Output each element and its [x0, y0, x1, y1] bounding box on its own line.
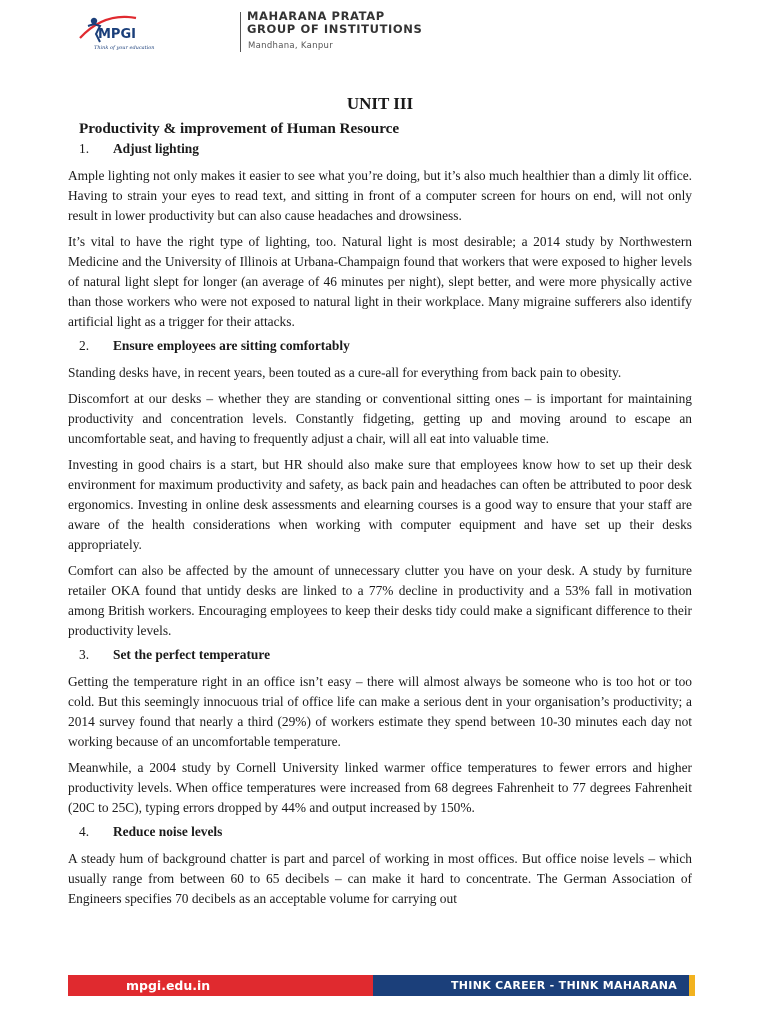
- item-number: 1.: [79, 141, 90, 156]
- logo-text: MPGI: [98, 27, 136, 42]
- institution-name-line2: GROUP OF INSTITUTIONS: [247, 22, 423, 36]
- item-heading-text: Ensure employees are sitting comfortably: [113, 338, 350, 353]
- item-heading-text: Set the perfect temperature: [113, 647, 271, 662]
- institution-name-line1: MAHARANA PRATAP: [247, 9, 385, 23]
- institution-location: Mandhana, Kanpur: [248, 41, 334, 51]
- item-sitting-comfortably: [68, 338, 692, 641]
- item-number: 3.: [79, 647, 90, 662]
- item-heading: [79, 647, 692, 663]
- page-footer: [68, 975, 695, 996]
- item-heading: [79, 141, 692, 157]
- item-reduce-noise: [68, 824, 692, 909]
- paragraph: Ample lighting not only makes it easier to see what you’re doing, but it’s also much healthier than a dimly lit office. Having to strain your eyes to read text, and sitting in front of a computer screen for hours on end, will not only result in lower productivity but can also cause headaches and drowsiness.: [68, 168, 692, 223]
- document-body: [68, 94, 692, 915]
- footer-slogan: THINK CAREER - THINK MAHARANA: [373, 975, 689, 996]
- paragraph: Discomfort at our desks – whether they are standing or conventional sitting ones – is important for maintaining productivity and concentration levels. Constantly fidgeting, getting up and moving around to escape an uncomfortable seat, and having to frequently adjust a chair, will all eat into valuable time.: [68, 391, 692, 446]
- item-number: 2.: [79, 338, 90, 353]
- item-heading: [79, 338, 692, 354]
- item-heading-text: Adjust lighting: [113, 141, 199, 156]
- unit-title: UNIT III: [346, 94, 414, 113]
- paragraph: It’s vital to have the right type of lighting, too. Natural light is most desirable; a 2014 study by Northwestern Medicine and the University of Illinois at Urbana-Champaign found that workers that were exposed to higher levels of natural light slept for longer (an average of 46 minutes per night), slept better, and were more physically active than those workers who were not exposed to natural light in their workplace. Many migraine sufferers also identify artificial light as a trigger for their attacks.: [68, 234, 692, 329]
- item-perfect-temperature: [68, 647, 692, 818]
- footer-stripe: [689, 975, 695, 996]
- paragraph: Investing in good chairs is a start, but HR should also make sure that employees know how to set up their desk environment for maximum productivity and safety, as back pain and headaches can often be attributed to poor desk ergonomics. Investing in online desk assessments and elearning courses is a good way to ensure that your staff are aware of the health considerations when working with computer equipment and have set up their desks appropriately.: [68, 457, 692, 552]
- section-title: Productivity & improvement of Human Resource: [79, 120, 400, 137]
- paragraph: A steady hum of background chatter is part and parcel of working in most offices. But office noise levels – which usually range from between 60 to 65 decibels – can make it hard to concentrate. The German Association of Engineers specifies 70 decibels as an acceptable volume for carrying out: [68, 851, 692, 906]
- paragraph: Meanwhile, a 2004 study by Cornell University linked warmer office temperatures to fewer errors and higher productivity levels. When office temperatures were increased from 68 degrees Fahrenheit to 77 degrees Fahrenheit (20C to 25C), typing errors dropped by 44% and output increased by 150%.: [68, 760, 692, 815]
- mpgi-logo: [74, 8, 166, 52]
- item-heading: [79, 824, 692, 840]
- item-heading-text: Reduce noise levels: [113, 824, 223, 839]
- page-header: [74, 8, 423, 52]
- paragraph: Comfort can also be affected by the amount of unnecessary clutter you have on your desk. A study by furniture retailer OKA found that untidy desks are linked to a 77% decline in productivity and a 53% fall in motivation among British workers. Encouraging employees to keep their desks tidy could make a significant difference to their productivity levels.: [68, 563, 692, 638]
- logo-tagline: Think of your education: [94, 45, 155, 51]
- header-divider: [240, 12, 241, 52]
- institution-name: [247, 10, 422, 36]
- item-number: 4.: [79, 824, 90, 839]
- paragraph: Standing desks have, in recent years, been touted as a cure-all for everything from back pain to obesity.: [68, 365, 622, 380]
- footer-website: mpgi.edu.in: [68, 975, 373, 996]
- item-adjust-lighting: [68, 141, 692, 332]
- paragraph: Getting the temperature right in an office isn’t easy – there will almost always be someone who is too hot or too cold. But this seemingly innocuous trial of office life can make a serious dent in your organisation’s productivity; a 2014 survey found that nearly a third (29%) of workers estimate they spend between 10-30 minutes each day not working because of an uncomfortable temperature.: [68, 674, 692, 749]
